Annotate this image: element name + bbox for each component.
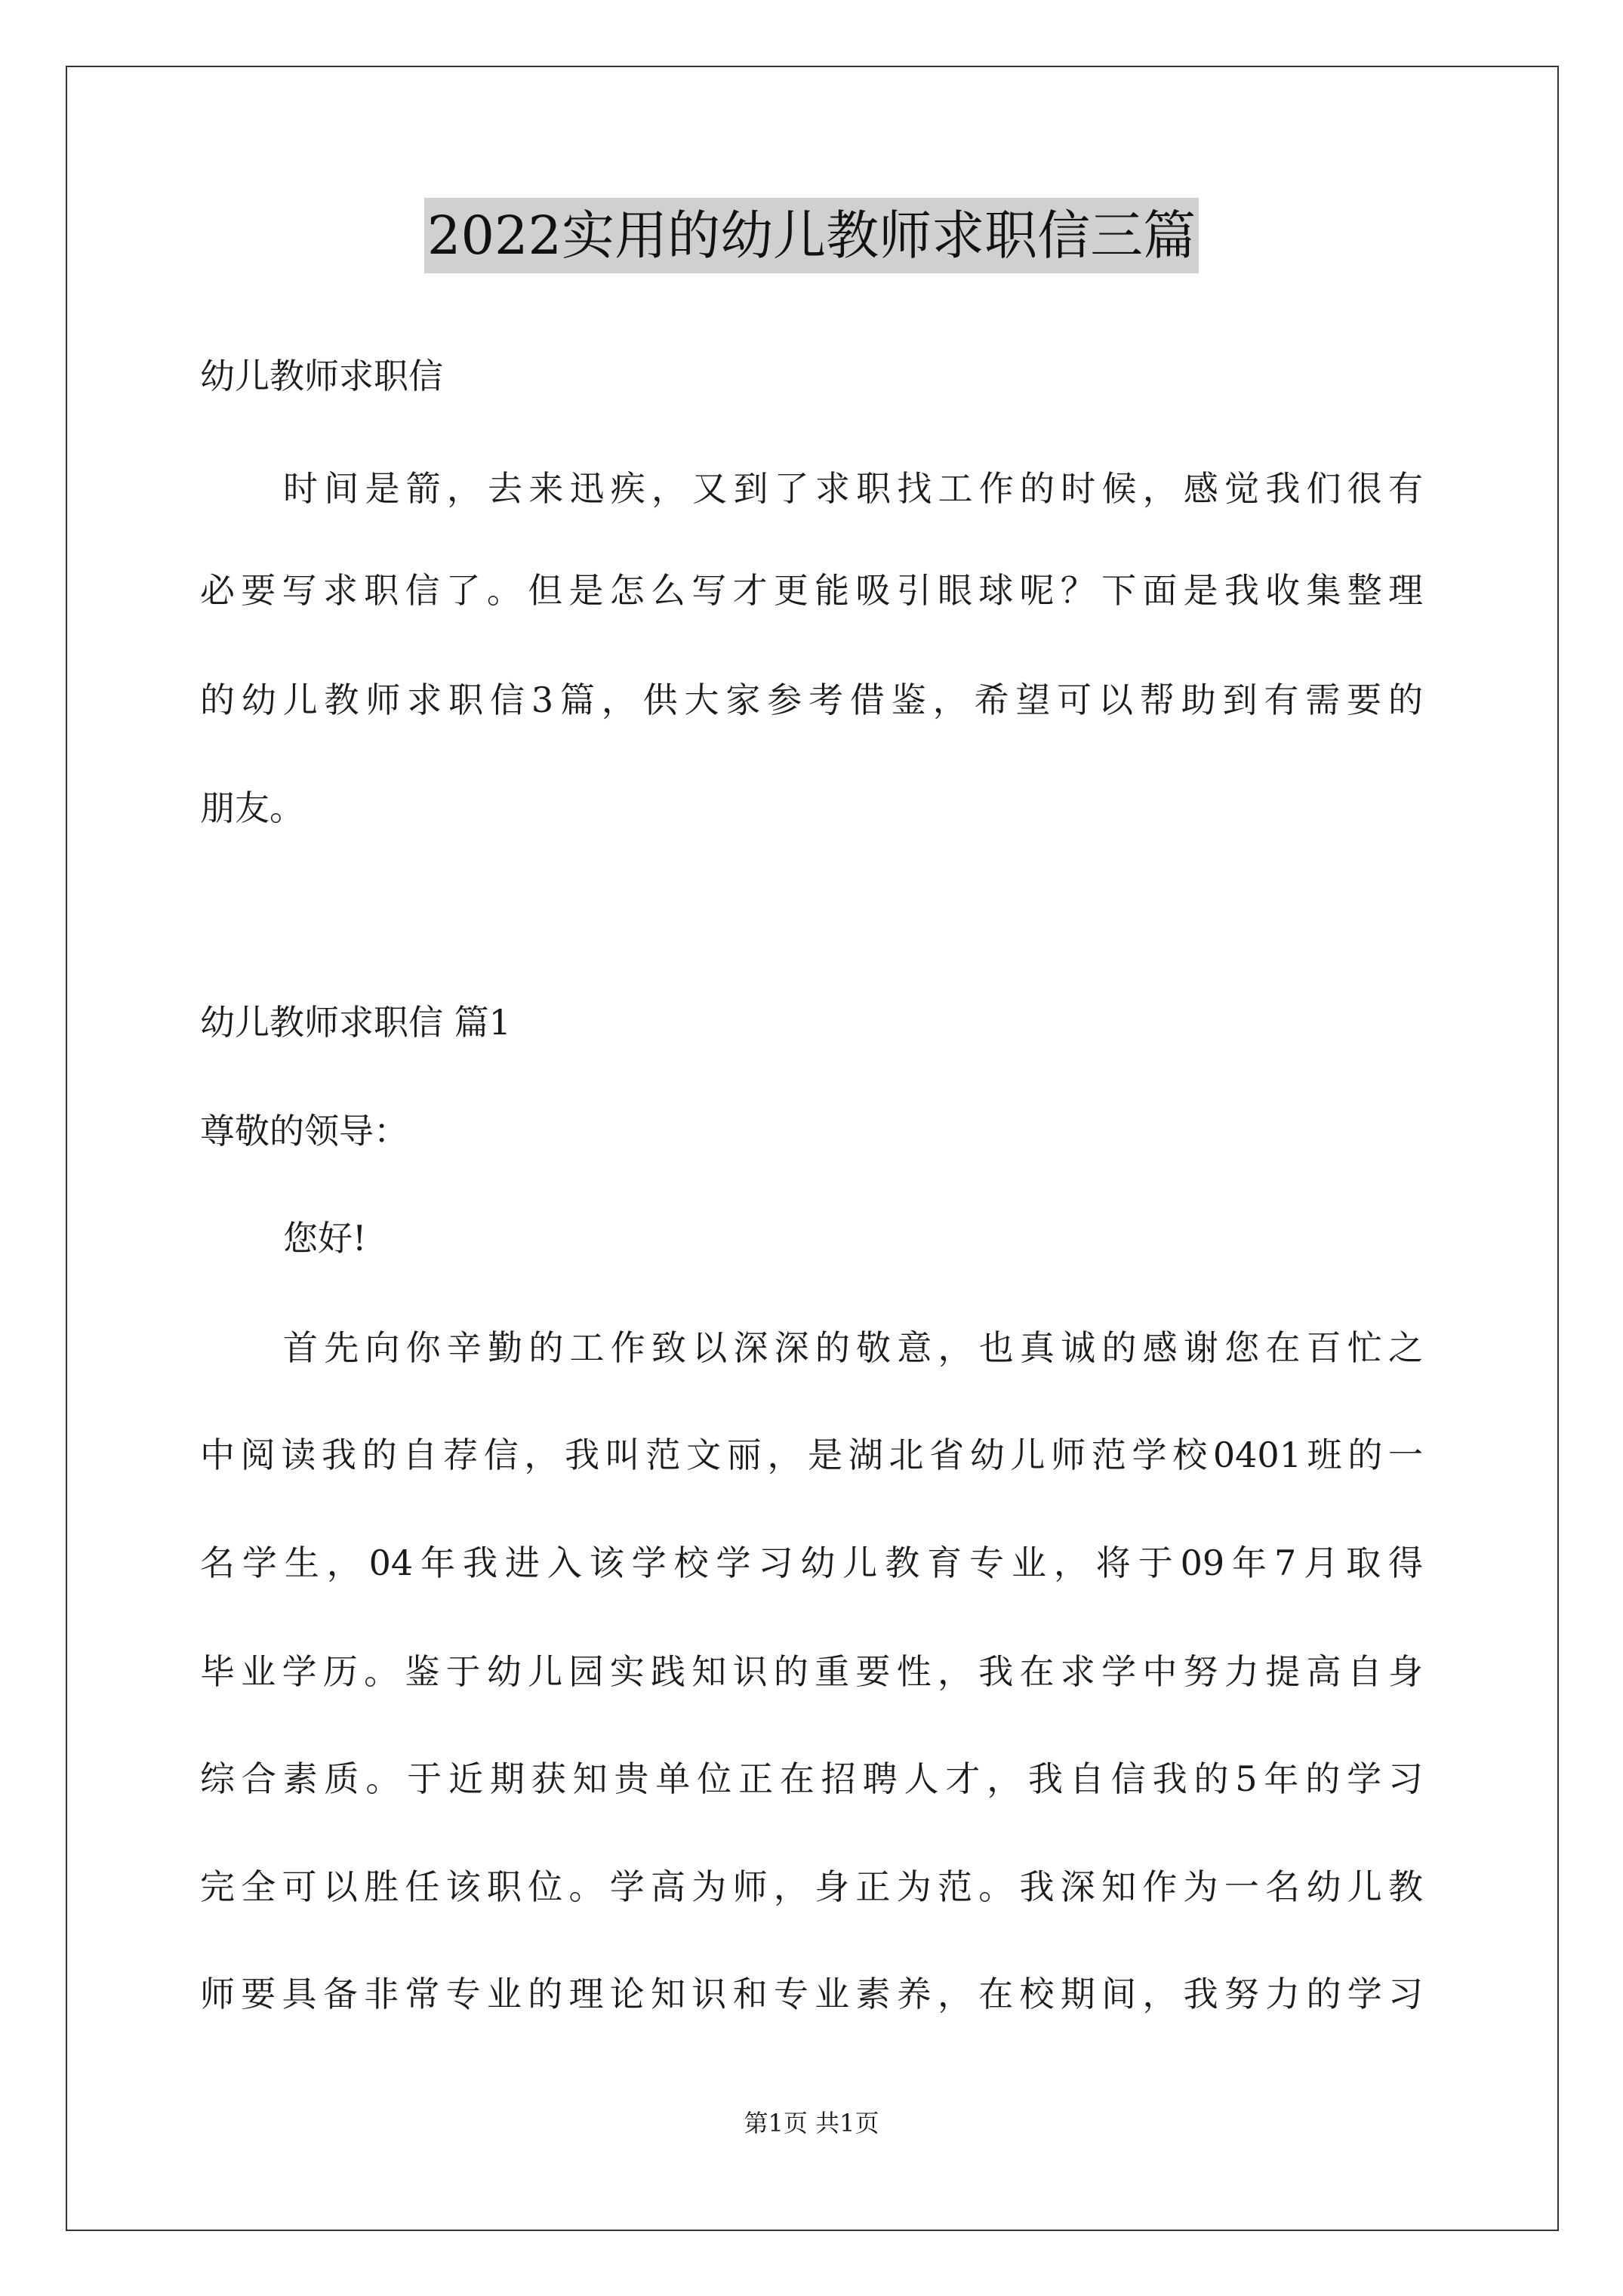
- paragraph-line: 首先向你辛勤的工作致以深深的敬意，也真诚的感谢您在百忙之: [283, 1327, 1423, 1368]
- salutation: 尊敬的领导：: [200, 1111, 408, 1151]
- section-heading: 幼儿教师求职信: [200, 356, 443, 396]
- letter-heading: 幼儿教师求职信 篇1: [200, 1002, 511, 1043]
- document-title: 2022实用的幼儿教师求职信三篇: [424, 198, 1199, 273]
- paragraph-line: 必要写求职信了。但是怎么写才更能吸引眼球呢？下面是我收集整理: [200, 570, 1423, 611]
- paragraph-line: 师要具备非常专业的理论知识和专业素养，在校期间，我努力的学习: [200, 1974, 1423, 2014]
- paragraph-line: 毕业学历。鉴于幼儿园实践知识的重要性，我在求学中努力提高自身: [200, 1651, 1423, 1692]
- title-container: [0, 198, 1623, 273]
- paragraph-line: 朋友。: [200, 787, 304, 828]
- page-number-footer: 第1页 共1页: [744, 2109, 879, 2137]
- paragraph-line: 完全可以胜任该职位。学高为师，身正为范。我深知作为一名幼儿教: [200, 1866, 1423, 1907]
- paragraph-line: 时间是箭，去来迅疾，又到了求职找工作的时候，感觉我们很有: [283, 468, 1423, 509]
- paragraph-line: 中阅读我的自荐信，我叫范文丽，是湖北省幼儿师范学校0401班的一: [200, 1435, 1423, 1475]
- paragraph-line: 的幼儿教师求职信3篇，供大家参考借鉴，希望可以帮助到有需要的: [200, 680, 1423, 720]
- paragraph-line: 名学生，04年我进入该学校学习幼儿教育专业，将于09年7月取得: [200, 1542, 1423, 1583]
- greeting: 您好!: [283, 1218, 367, 1259]
- paragraph-line: 综合素质。于近期获知贵单位正在招聘人才，我自信我的5年的学习: [200, 1758, 1423, 1799]
